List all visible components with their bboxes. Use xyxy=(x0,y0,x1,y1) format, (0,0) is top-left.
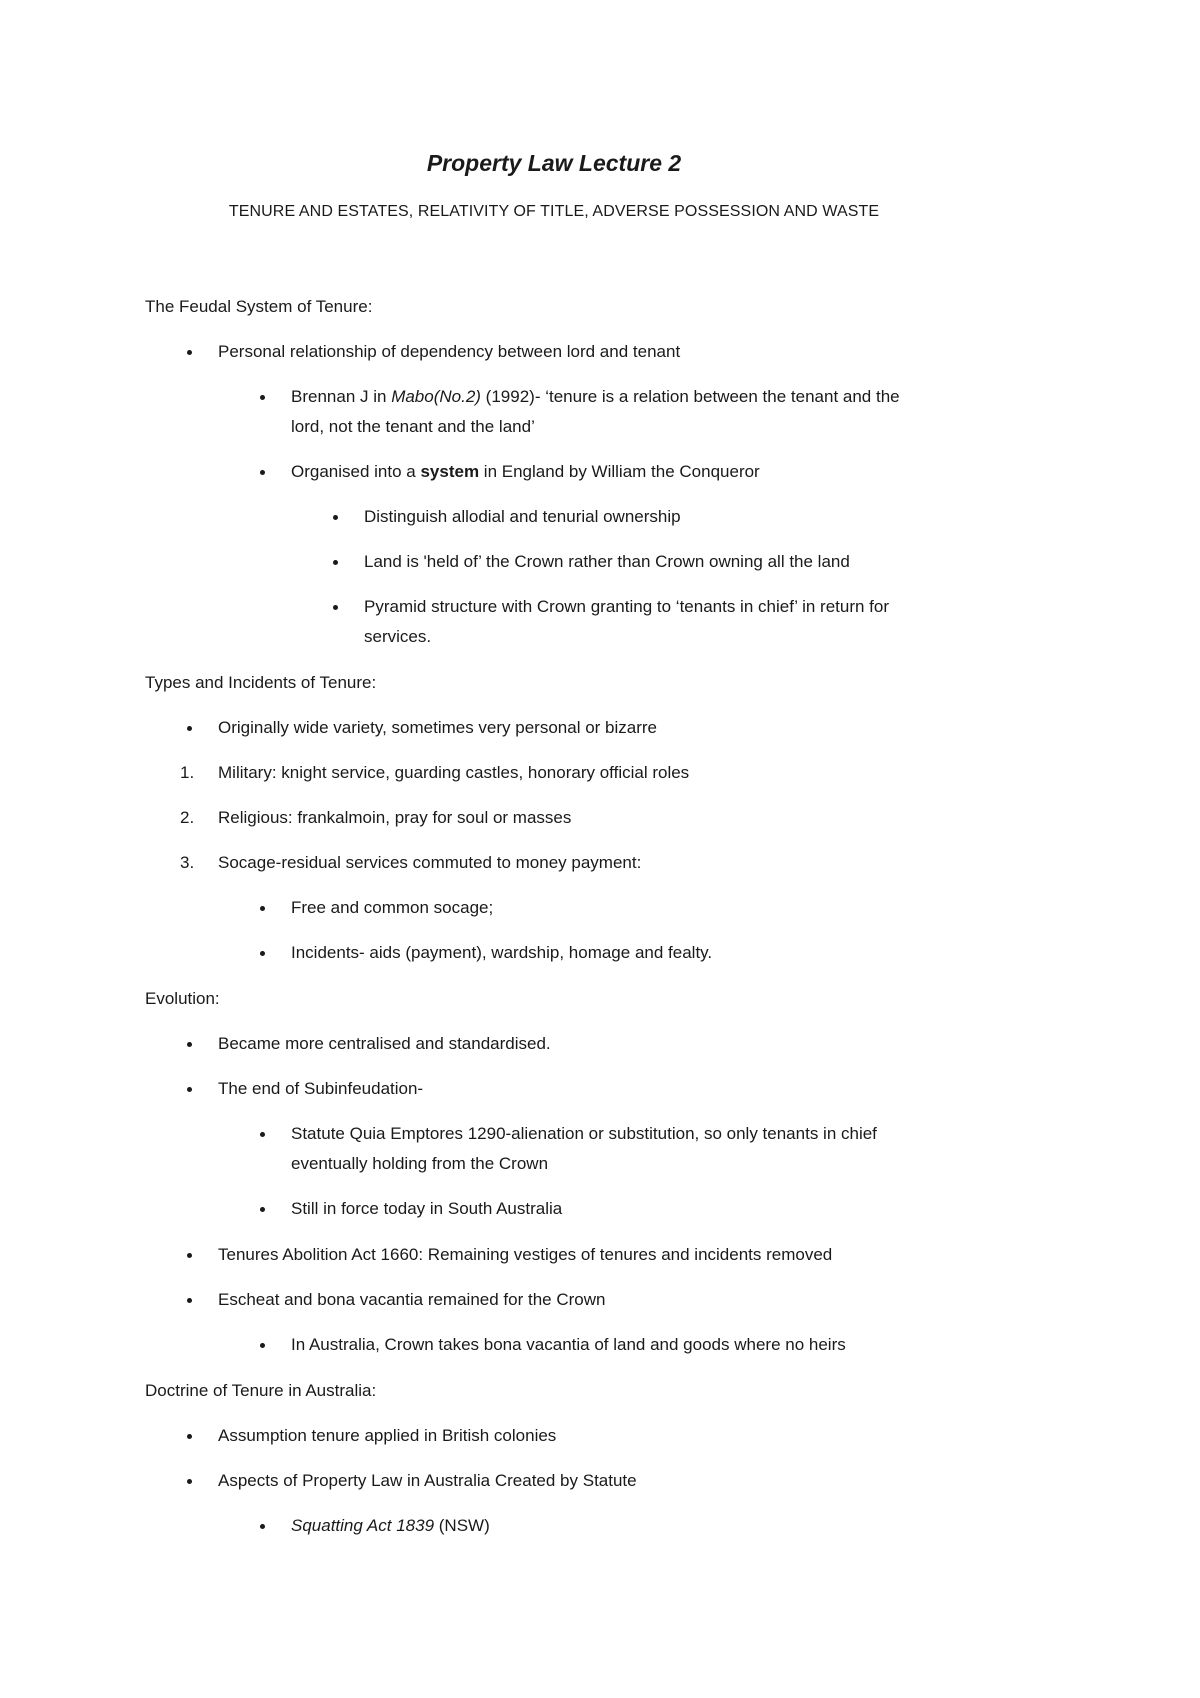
bullet-icon xyxy=(260,951,265,956)
list-number: 3. xyxy=(180,853,195,872)
list-item: Became more centralised and standardised. xyxy=(218,1029,551,1059)
list-item: The end of Subinfeudation- xyxy=(218,1074,423,1104)
list-item: Still in force today in South Australia xyxy=(291,1194,562,1224)
list-item: Distinguish allodial and tenurial ownership xyxy=(364,502,681,532)
numbered-item: 2. Religious: frankalmoin, pray for soul or masses xyxy=(218,803,571,833)
document-subtitle: TENURE AND ESTATES, RELATIVITY OF TITLE, ADVERSE POSSESSION AND WASTE xyxy=(228,203,880,220)
list-item: Squatting Act 1839 (NSW) xyxy=(291,1511,490,1541)
list-item: Aspects of Property Law in Australia Created by Statute xyxy=(218,1466,637,1496)
section-heading-feudal: The Feudal System of Tenure: xyxy=(145,297,373,316)
section-heading-australia: Doctrine of Tenure in Australia: xyxy=(145,1381,377,1400)
bullet-icon xyxy=(260,1343,265,1348)
list-item: In Australia, Crown takes bona vacantia of land and goods where no heirs xyxy=(291,1330,846,1360)
case-name: Mabo(No.2) xyxy=(391,387,481,406)
list-item: Statute Quia Emptores 1290-alienation or substitution, so only tenants in chief eventually holding from the Crown xyxy=(291,1119,877,1179)
section-heading-types: Types and Incidents of Tenure: xyxy=(145,673,377,692)
list-item: Escheat and bona vacantia remained for the Crown xyxy=(218,1285,605,1315)
bullet-icon xyxy=(187,1087,192,1092)
bullet-icon xyxy=(187,1253,192,1258)
numbered-item: 3. Socage-residual services commuted to money payment: xyxy=(218,848,641,878)
bullet-icon xyxy=(260,1524,265,1529)
list-item: Pyramid structure with Crown granting to ‘tenants in chief’ in return for services. xyxy=(364,592,889,652)
bullet-icon xyxy=(260,1132,265,1137)
bullet-icon xyxy=(187,350,192,355)
section-heading-evolution: Evolution: xyxy=(145,989,220,1008)
bullet-icon xyxy=(187,1298,192,1303)
bullet-icon xyxy=(260,1207,265,1212)
bullet-icon xyxy=(333,605,338,610)
bullet-icon xyxy=(187,1042,192,1047)
numbered-item: 1. Military: knight service, guarding castles, honorary official roles xyxy=(218,758,689,788)
document-title: Property Law Lecture 2 xyxy=(426,150,682,176)
list-item: Personal relationship of dependency between lord and tenant xyxy=(218,337,680,367)
list-number: 1. xyxy=(180,763,195,782)
list-item: Assumption tenure applied in British colonies xyxy=(218,1421,556,1451)
list-item: Land is 'held of’ the Crown rather than Crown owning all the land xyxy=(364,547,850,577)
emphasis-text: system xyxy=(420,462,480,481)
bullet-icon xyxy=(260,395,265,400)
list-item: Brennan J in Mabo(No.2) (1992)- ‘tenure is a relation between the tenant and the lord, not the tenant and the land’ xyxy=(291,382,900,442)
bullet-icon xyxy=(260,470,265,475)
bullet-icon xyxy=(333,515,338,520)
bullet-icon xyxy=(187,726,192,731)
list-number: 2. xyxy=(180,808,195,827)
list-item: Originally wide variety, sometimes very personal or bizarre xyxy=(218,713,657,743)
bullet-icon xyxy=(187,1479,192,1484)
bullet-icon xyxy=(260,906,265,911)
bullet-icon xyxy=(187,1434,192,1439)
list-item: Free and common socage; xyxy=(291,893,493,923)
bullet-icon xyxy=(333,560,338,565)
statute-name: Squatting Act 1839 xyxy=(291,1516,435,1535)
list-item: Incidents- aids (payment), wardship, homage and fealty. xyxy=(291,938,712,968)
list-item: Organised into a system in England by William the Conqueror xyxy=(291,457,760,487)
list-item: Tenures Abolition Act 1660: Remaining vestiges of tenures and incidents removed xyxy=(218,1240,832,1270)
